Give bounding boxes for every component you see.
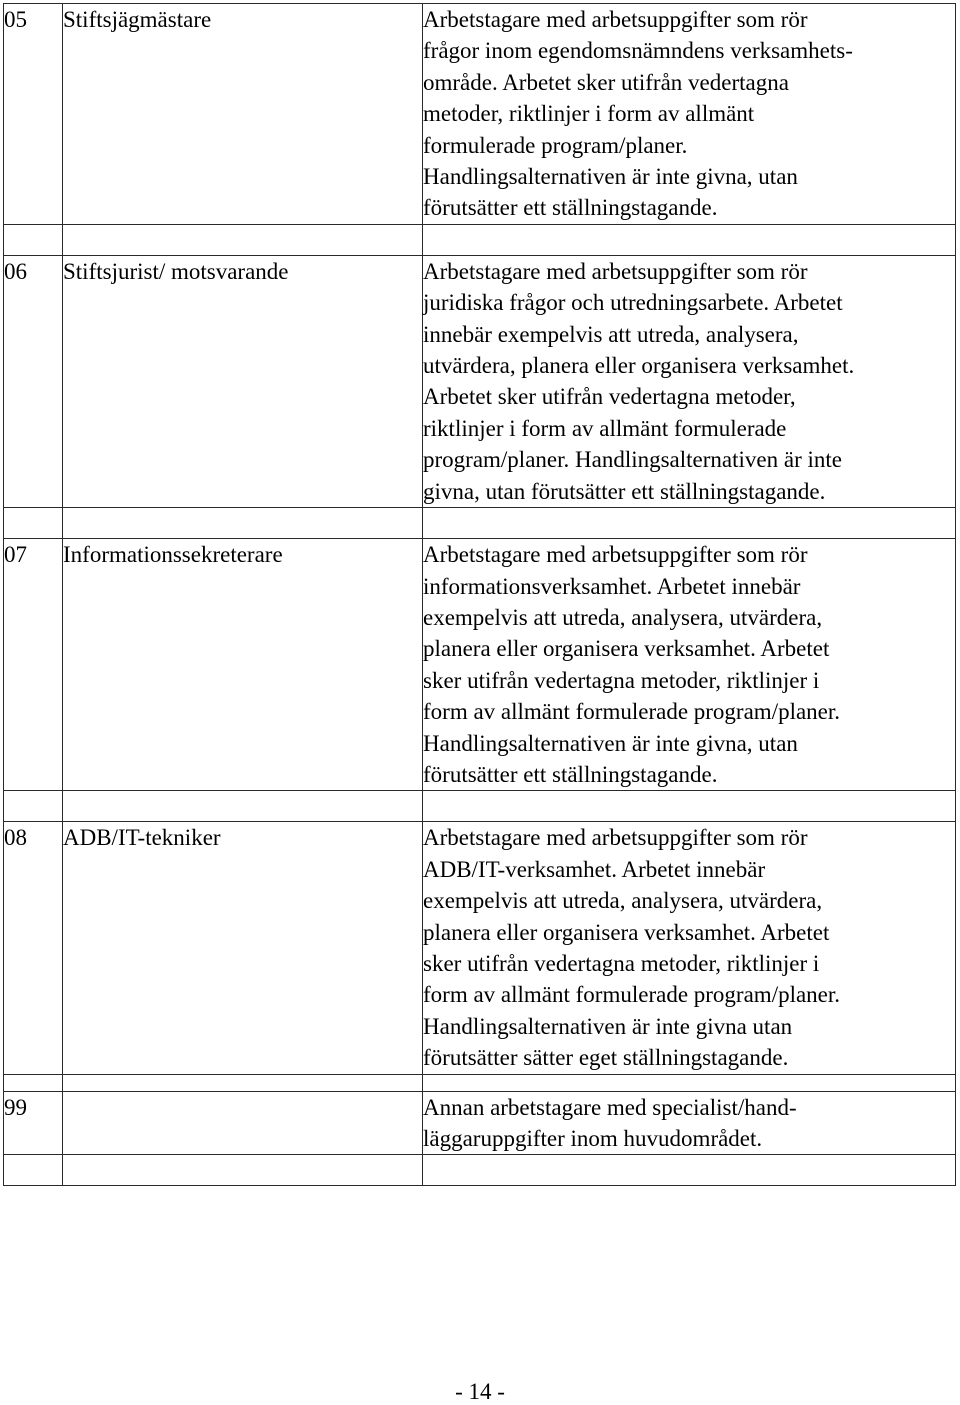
table-row xyxy=(4,822,956,1074)
description-line: Arbetstagare med arbetsuppgifter som rör xyxy=(423,542,808,568)
empty-cell xyxy=(4,508,63,539)
table-row xyxy=(4,4,956,225)
empty-cell xyxy=(423,791,956,822)
page-number: - 14 - xyxy=(455,1379,505,1404)
spacer-row xyxy=(4,1074,956,1091)
occupation-code-table xyxy=(3,3,956,1186)
description-line: metoder, riktlinjer i form av allmänt xyxy=(423,101,755,127)
description-line: utvärdera, planera eller organisera verksamhet. xyxy=(423,353,855,379)
description-line: förutsätter ett ställningstagande. xyxy=(423,195,718,221)
title-cell xyxy=(63,4,423,225)
description-line: ADB/IT-verksamhet. Arbetet innebär xyxy=(423,856,766,882)
occupation-title: ADB/IT-tekniker xyxy=(63,825,221,851)
description-cell xyxy=(423,1091,956,1155)
empty-cell xyxy=(63,224,423,255)
occupation-code: 08 xyxy=(4,825,27,851)
description-line: sker utifrån vedertagna metoder, riktlinjer i xyxy=(423,950,820,976)
spacer-row xyxy=(4,1155,956,1186)
description-line: formulerade program/planer. xyxy=(423,132,688,158)
description-line: program/planer. Handlingsalternativen är inte xyxy=(423,447,842,473)
occupation-code: 99 xyxy=(4,1094,27,1120)
description-line: Arbetstagare med arbetsuppgifter som rör xyxy=(423,258,808,284)
description-line: exempelvis att utreda, analysera, utvärdera, xyxy=(423,888,823,914)
description-line: Handlingsalternativen är inte givna, utan xyxy=(423,164,798,190)
description-line: planera eller organisera verksamhet. Arbetet xyxy=(423,919,830,945)
description-line: Handlingsalternativen är inte givna, utan xyxy=(423,730,798,756)
description-line: innebär exempelvis att utreda, analysera, xyxy=(423,321,799,347)
description-line: Arbetstagare med arbetsuppgifter som rör xyxy=(423,7,808,32)
spacer-row xyxy=(4,224,956,255)
description-line: Handlingsalternativen är inte givna utan xyxy=(423,1013,793,1039)
description-line: läggaruppgifter inom huvudområdet. xyxy=(423,1126,763,1151)
occupation-title: Stiftsjägmästare xyxy=(63,7,212,32)
empty-cell xyxy=(423,1155,956,1186)
empty-cell xyxy=(4,1155,63,1186)
empty-cell xyxy=(4,224,63,255)
occupation-code: 06 xyxy=(4,258,27,284)
occupation-code-table-body xyxy=(4,4,956,1186)
spacer-row xyxy=(4,508,956,539)
empty-cell xyxy=(423,1074,956,1091)
description-line: område. Arbetet sker utifrån vedertagna xyxy=(423,69,789,95)
empty-cell xyxy=(63,791,423,822)
description-line: Arbetstagare med arbetsuppgifter som rör xyxy=(423,825,808,851)
empty-cell xyxy=(423,224,956,255)
code-cell xyxy=(4,4,63,225)
description-line: juridiska frågor och utredningsarbete. Arbetet xyxy=(423,290,843,316)
table-row xyxy=(4,1091,956,1155)
occupation-title: Informationssekreterare xyxy=(63,542,283,568)
title-cell xyxy=(63,539,423,791)
empty-cell xyxy=(423,508,956,539)
description-line: givna, utan förutsätter ett ställningstagande. xyxy=(423,478,826,504)
empty-cell xyxy=(63,508,423,539)
code-cell xyxy=(4,1091,63,1155)
description-line: exempelvis att utreda, analysera, utvärdera, xyxy=(423,604,823,630)
description-line: förutsätter ett ställningstagande. xyxy=(423,761,718,787)
spacer-row xyxy=(4,791,956,822)
description-line: planera eller organisera verksamhet. Arbetet xyxy=(423,636,830,662)
title-cell xyxy=(63,1091,423,1155)
description-line: Arbetet sker utifrån vedertagna metoder, xyxy=(423,384,796,410)
title-cell xyxy=(63,822,423,1074)
description-line: riktlinjer i form av allmänt formulerade xyxy=(423,415,787,441)
title-cell xyxy=(63,255,423,507)
description-line: form av allmänt formulerade program/planer. xyxy=(423,699,841,725)
description-line: frågor inom egendomsnämndens verksamhets- xyxy=(423,38,853,64)
occupation-title: Stiftsjurist/ motsvarande xyxy=(63,258,289,284)
empty-cell xyxy=(4,791,63,822)
occupation-code: 07 xyxy=(4,542,27,568)
code-cell xyxy=(4,539,63,791)
description-line: Annan arbetstagare med specialist/hand- xyxy=(423,1094,797,1120)
description-line: förutsätter sätter eget ställningstagande. xyxy=(423,1045,789,1071)
description-cell xyxy=(423,4,956,225)
description-line: informationsverksamhet. Arbetet innebär xyxy=(423,573,801,599)
description-cell xyxy=(423,539,956,791)
description-cell xyxy=(423,822,956,1074)
description-line: form av allmänt formulerade program/planer. xyxy=(423,982,841,1008)
empty-cell xyxy=(63,1074,423,1091)
table-row xyxy=(4,255,956,507)
code-cell xyxy=(4,255,63,507)
empty-cell xyxy=(63,1155,423,1186)
description-line: sker utifrån vedertagna metoder, riktlinjer i xyxy=(423,667,820,693)
description-cell xyxy=(423,255,956,507)
table-row xyxy=(4,539,956,791)
code-cell xyxy=(4,822,63,1074)
empty-cell xyxy=(4,1074,63,1091)
occupation-code: 05 xyxy=(4,7,27,32)
